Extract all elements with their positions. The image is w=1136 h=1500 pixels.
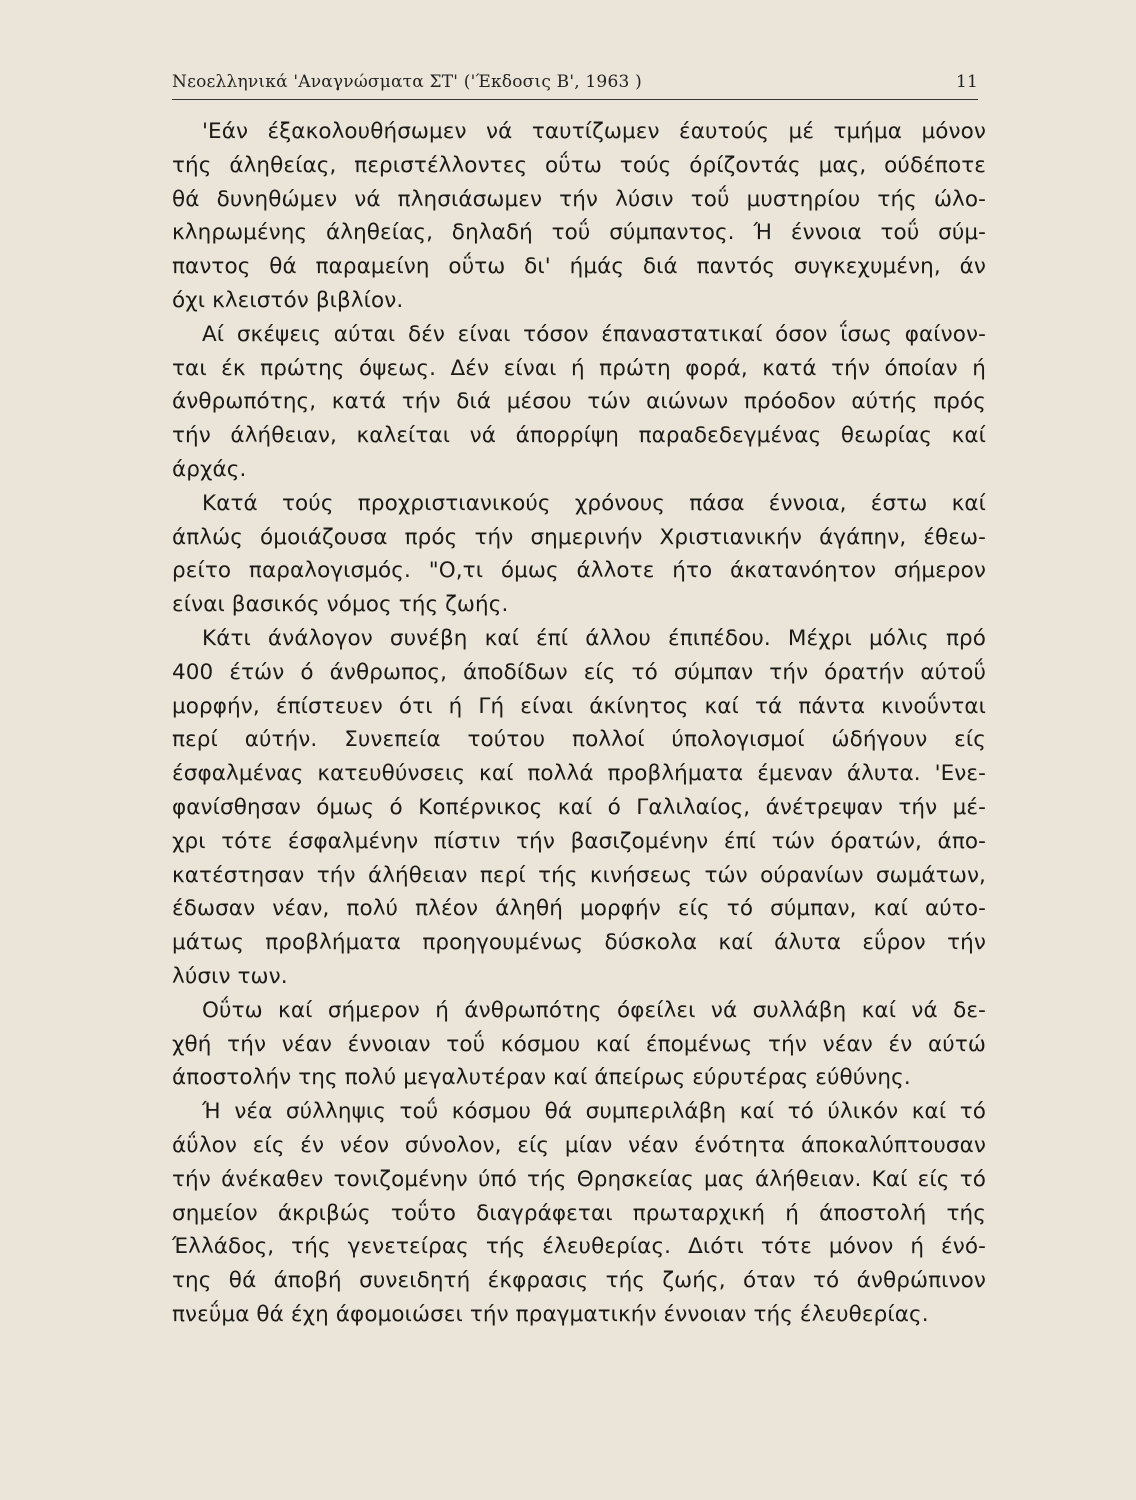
text-line: χθή τήν νέαν έννοιαν τοΰ κόσμου καί έπομένως τήν νέαν έν αύτώ	[172, 1031, 986, 1057]
text-line: τήν άλήθειαν, καλείται νά άπορρίψη παραδεδεγμένας θεωρίας καί	[172, 423, 986, 449]
text-line: πνεΰμα θά έχη άφομοιώσει τήν πραγματικήν έννοιαν τής έλευθερίας.	[172, 1301, 929, 1327]
text-line: Κάτι άνάλογον συνέβη καί έπί άλλου έπιπέδου. Μέχρι μόλις πρό	[202, 625, 986, 651]
text-line: σημείον άκριβώς τοΰτο διαγράφεται πρωταρχική ή άποστολή τής	[172, 1200, 986, 1226]
text-line: άνθρωπότης, κατά τήν διά μέσου τών αιώνων πρόοδον αύτής πρός	[172, 389, 986, 415]
header-rule	[172, 99, 978, 100]
text-line: Έλλάδος, τής γενετείρας τής έλευθερίας. Διότι τότε μόνον ή ένό-	[172, 1234, 986, 1260]
text-line: φανίσθησαν όμως ό Κοπέρνικος καί ό Γαλιλαίος, άνέτρεψαν τήν μέ-	[172, 794, 986, 820]
text-line: άποστολήν της πολύ μεγαλυτέραν καί άπείρως εύρυτέρας εύθύνης.	[172, 1065, 911, 1091]
text-line: κληρωμένης άληθείας, δηλαδή τοΰ σύμπαντος. Ή έννοια τοΰ σύμ-	[172, 220, 986, 246]
text-line: 'Εάν έξακολουθήσωμεν νά ταυτίζωμεν έαυτούς μέ τμήμα μόνον	[202, 119, 986, 144]
text-line: περί αύτήν. Συνεπεία τούτου πολλοί ύπολογισμοί ώδήγουν είς	[172, 727, 986, 753]
text-line: 400 έτών ό άνθρωπος, άποδίδων είς τό σύμπαν τήν όρατήν αύτοΰ	[172, 659, 986, 685]
text-line: παντος θά παραμείνη οΰτω δι' ήμάς διά παντός συγκεχυμένη, άν	[172, 254, 986, 280]
text-line: ται έκ πρώτης όψεως. Δέν είναι ή πρώτη φορά, κατά τήν όποίαν ή	[172, 355, 986, 381]
text-line: μορφήν, έπίστευεν ότι ή Γή είναι άκίνητος καί τά πάντα κινοΰνται	[172, 693, 986, 719]
text-line: Οΰτω καί σήμερον ή άνθρωπότης όφείλει νά συλλάβη καί νά δε-	[202, 997, 986, 1023]
text-line: μάτως προβλήματα προηγουμένως δύσκολα καί άλυτα εΰρον τήν	[172, 930, 986, 956]
body-text	[172, 115, 986, 1332]
text-line: κατέστησαν τήν άλήθειαν περί τής κινήσεως τών ούρανίων σωμάτων,	[172, 862, 986, 888]
text-line: θά δυνηθώμεν νά πλησιάσωμεν τήν λύσιν τοΰ μυστηρίου τής ώλο-	[172, 186, 986, 212]
text-line: ρείτο παραλογισμός. "Ο,τι όμως άλλοτε ήτο άκατανόητον σήμερον	[172, 558, 986, 584]
text-line: έσφαλμένας κατευθύνσεις καί πολλά προβλήματα έμεναν άλυτα. 'Ενε-	[172, 761, 986, 787]
text-line: Αί σκέψεις αύται δέν είναι τόσον έπαναστατικαί όσον ΐσως φαίνον-	[202, 321, 986, 347]
text-line: άΰλον είς έν νέον σύνολον, είς μίαν νέαν ένότητα άποκαλύπτουσαν	[172, 1132, 986, 1158]
page-number: 11	[955, 72, 978, 92]
text-line: τής άληθείας, περιστέλλοντες οΰτω τούς όρίζοντάς μας, ούδέποτε	[172, 152, 986, 178]
text-line: έδωσαν νέαν, πολύ πλέον άληθή μορφήν είς τό σύμπαν, καί αύτο-	[172, 896, 986, 922]
running-header	[172, 72, 978, 102]
text-line: τήν άνέκαθεν τονιζομένην ύπό τής Θρησκείας μας άλήθειαν. Καί είς τό	[172, 1166, 986, 1192]
text-line: λύσιν των.	[172, 963, 288, 989]
text-line: όχι κλειστόν βιβλίον.	[172, 287, 404, 313]
text-line: της θά άποβή συνειδητή έκφρασις τής ζωής, όταν τό άνθρώπινον	[172, 1268, 986, 1294]
header-title: Νεοελληνικά 'Αναγνώσματα ΣΤ' ('Έκδοσις Β', 1963 )	[172, 72, 642, 92]
text-line: Ή νέα σύλληψις τοΰ κόσμου θά συμπεριλάβη καί τό ύλικόν καί τό	[202, 1099, 986, 1125]
text-line: άπλώς όμοιάζουσα πρός τήν σημερινήν Χριστιανικήν άγάπην, έθεω-	[172, 524, 986, 550]
text-line: χρι τότε έσφαλμένην πίστιν τήν βασιζομένην έπί τών όρατών, άπο-	[172, 828, 986, 854]
text-line: είναι βασικός νόμος τής ζωής.	[172, 592, 509, 618]
text-line: άρχάς.	[172, 456, 247, 482]
text-line: Κατά τούς προχριστιανικούς χρόνους πάσα έννοια, έστω καί	[202, 490, 986, 516]
